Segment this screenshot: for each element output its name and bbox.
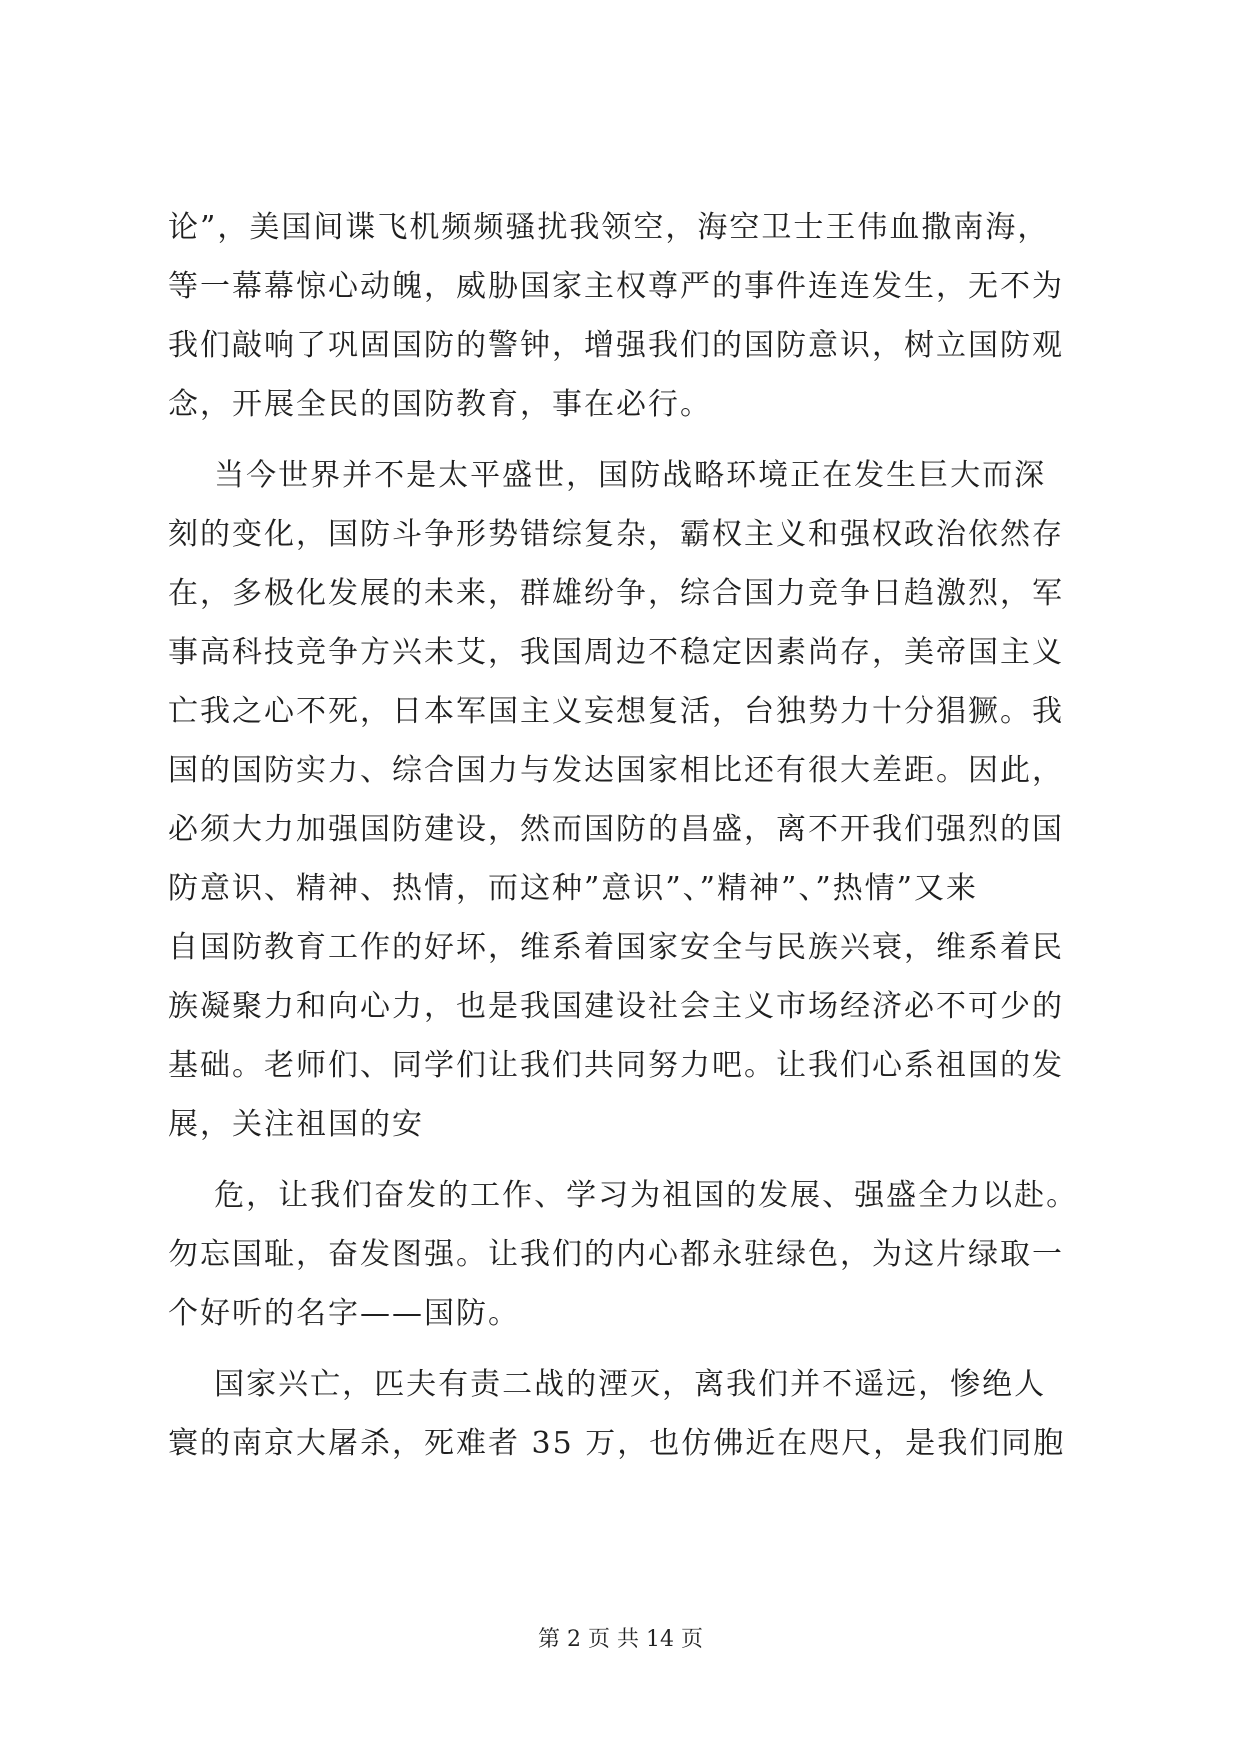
text-line: 国家兴亡，匹夫有责二战的湮灭，离我们并不遥远，惨绝人 xyxy=(168,1367,1047,1402)
text-line: 在，多极化发展的未来，群雄纷争，综合国力竞争日趋激烈，军 xyxy=(168,576,1064,611)
text-line: 必须大力加强国防建设，然而国防的昌盛，离不开我们强烈的国 xyxy=(168,812,1064,847)
text-line: 展，关注祖国的安 xyxy=(168,1107,424,1142)
paragraph-spacer xyxy=(168,434,1088,446)
text-line: 亡我之心不死，日本军国主义妄想复活，台独势力十分猖獗。我 xyxy=(168,694,1064,729)
text-line: 族凝聚力和向心力，也是我国建设社会主义市场经济必不可少的 xyxy=(168,989,1064,1024)
paragraph xyxy=(168,1166,1088,1343)
text-line: 当今世界并不是太平盛世，国防战略环境正在发生巨大而深 xyxy=(168,458,1047,493)
text-line: 防意识、精神、热情，而这种”意识”、”精神”、”热情”又来 xyxy=(168,871,979,906)
text-line: 自国防教育工作的好坏，维系着国家安全与民族兴衰，维系着民 xyxy=(168,930,1064,965)
page-footer xyxy=(0,1622,1241,1653)
text-line: 论”，美国间谍飞机频频骚扰我领空，海空卫士王伟血撒南海， xyxy=(168,210,1050,245)
paragraph-spacer xyxy=(168,1154,1088,1166)
page-number: 第 2 页 共 14 页 xyxy=(538,1627,703,1652)
text-line: 勿忘国耻，奋发图强。让我们的内心都永驻绿色，为这片绿取一 xyxy=(168,1237,1064,1272)
text-line: 念，开展全民的国防教育，事在必行。 xyxy=(168,387,712,422)
text-line: 我们敲响了巩固国防的警钟，增强我们的国防意识，树立国防观 xyxy=(168,328,1064,363)
text-line: 事高科技竞争方兴未艾，我国周边不稳定因素尚存，美帝国主义 xyxy=(168,635,1064,670)
paragraph xyxy=(168,1355,1088,1473)
paragraph-spacer xyxy=(168,1343,1088,1355)
paragraph xyxy=(168,446,1088,1154)
text-line: 基础。老师们、同学们让我们共同努力吧。让我们心系祖国的发 xyxy=(168,1048,1064,1083)
text-line: 等一幕幕惊心动魄，威胁国家主权尊严的事件连连发生，无不为 xyxy=(168,269,1064,304)
text-line: 国的国防实力、综合国力与发达国家相比还有很大差距。因此， xyxy=(168,753,1064,788)
text-line: 个好听的名字——国防。 xyxy=(168,1296,520,1331)
paragraph xyxy=(168,198,1088,434)
text-line: 寰的南京大屠杀，死难者 35 万，也仿佛近在咫尺，是我们同胞 xyxy=(168,1426,1066,1461)
text-line: 危，让我们奋发的工作、学习为祖国的发展、强盛全力以赴。 xyxy=(168,1178,1079,1213)
text-line: 刻的变化，国防斗争形势错综复杂，霸权主义和强权政治依然存 xyxy=(168,517,1064,552)
document-body xyxy=(168,198,1088,1473)
